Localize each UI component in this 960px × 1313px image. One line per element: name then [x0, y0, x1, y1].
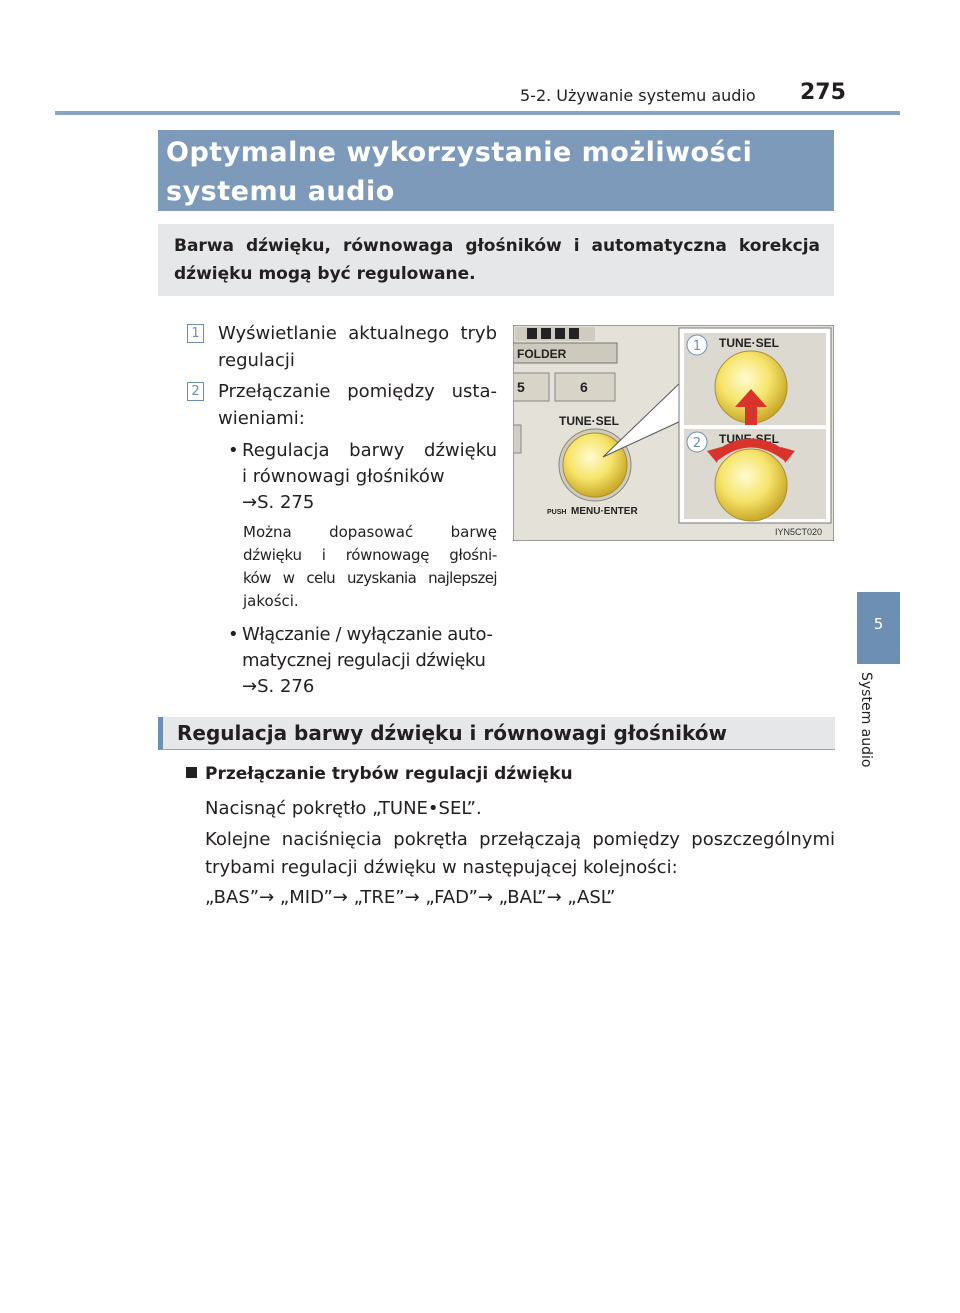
- inset-label-2: TUNE·SEL: [719, 432, 779, 446]
- intro-text: Barwa dźwięku, równowaga głośników i automatyczna korekcja dźwięku mogą być regulowane.: [174, 236, 820, 284]
- paragraph-2-line-1: Kolejne naciśnięcia pokrętła przełączają pomiędzy poszczególnymi: [205, 829, 835, 850]
- mode-sequence: „BAS”→ „MID”→ „TRE”→ „FAD”→ „BAL”→ „ASL”: [205, 887, 616, 908]
- preset-6-label: 6: [580, 379, 588, 395]
- bullet-dot-2: •: [228, 624, 239, 645]
- callout-2: 2: [692, 436, 702, 451]
- bullet-1-line-2: i równowagi głośników: [242, 466, 445, 487]
- item-2-line-2: wieniami:: [218, 408, 305, 429]
- folder-label: FOLDER: [517, 347, 567, 361]
- push-label: PUSH: [547, 509, 567, 516]
- item-1-line-2: regulacji: [218, 350, 295, 371]
- chapter-tab-label: System audio: [858, 672, 874, 768]
- chapter-tab-label-wrap: [858, 672, 888, 792]
- note-line-2: dźwięku i równowagę głośni-: [243, 546, 497, 564]
- note-line-3: ków w celu uzyskania najlepszej: [243, 569, 497, 587]
- subheading-text: Przełączanie trybów regulacji dźwięku: [205, 764, 573, 784]
- intro-box: [158, 224, 834, 296]
- chapter-tab-number: 5: [873, 615, 884, 633]
- bullet-2-ref: →S. 276: [242, 676, 315, 697]
- bullet-1-line-1: Regulacja barwy dźwięku: [242, 440, 497, 461]
- knob-label: TUNE·SEL: [559, 414, 619, 428]
- item-2: [218, 378, 497, 432]
- note-line-4: jakości.: [243, 592, 299, 610]
- item-1: [218, 320, 497, 374]
- callout-1: 1: [692, 339, 702, 354]
- item-2-line-1: Przełączanie pomiędzy usta-: [218, 381, 497, 402]
- bullet-2: [242, 622, 500, 700]
- item-badge-2: 2: [187, 382, 204, 401]
- inset-knob-2: [715, 449, 787, 521]
- section-heading-text: Regulacja barwy dźwięku i równowagi głośników: [177, 721, 727, 745]
- item-1-line-1: Wyświetlanie aktualnego tryb: [218, 323, 497, 344]
- illustration-code: IYN5CT020: [775, 527, 823, 537]
- page-title-line-1: Optymalne wykorzystanie możliwości: [166, 137, 753, 168]
- running-header-section: 5-2. Używanie systemu audio: [520, 86, 756, 105]
- item-badge-1: 1: [187, 324, 204, 343]
- page-title: [158, 130, 834, 211]
- page-number: 275: [800, 80, 846, 105]
- paragraph-1: Nacisnąć pokrętło „TUNE•SEL”.: [205, 798, 482, 819]
- inset-label-1: TUNE·SEL: [719, 336, 779, 350]
- section-heading: [158, 717, 835, 750]
- bullet-2-line-2: matycznej regulacji dźwięku: [242, 650, 486, 671]
- bullet-2-line-1: Włączanie / wyłączanie auto-: [242, 624, 493, 645]
- audio-control-illustration: [513, 325, 834, 541]
- bullet-dot-1: •: [228, 440, 239, 461]
- paragraph-2-line-2: trybami regulacji dźwięku w następującej kolejności:: [205, 857, 678, 878]
- note-line-1: Można dopasować barwę: [243, 523, 497, 541]
- header-rule: [55, 111, 900, 115]
- subheading: [186, 764, 573, 784]
- bullet-1: [242, 438, 497, 516]
- bullet-1-ref: →S. 275: [242, 492, 315, 513]
- square-bullet-icon: [186, 767, 197, 778]
- page-title-line-2: systemu audio: [166, 176, 395, 207]
- bullet-1-note: [243, 521, 497, 613]
- preset-5-label: 5: [517, 379, 525, 395]
- menu-enter-label: MENU·ENTER: [571, 506, 638, 517]
